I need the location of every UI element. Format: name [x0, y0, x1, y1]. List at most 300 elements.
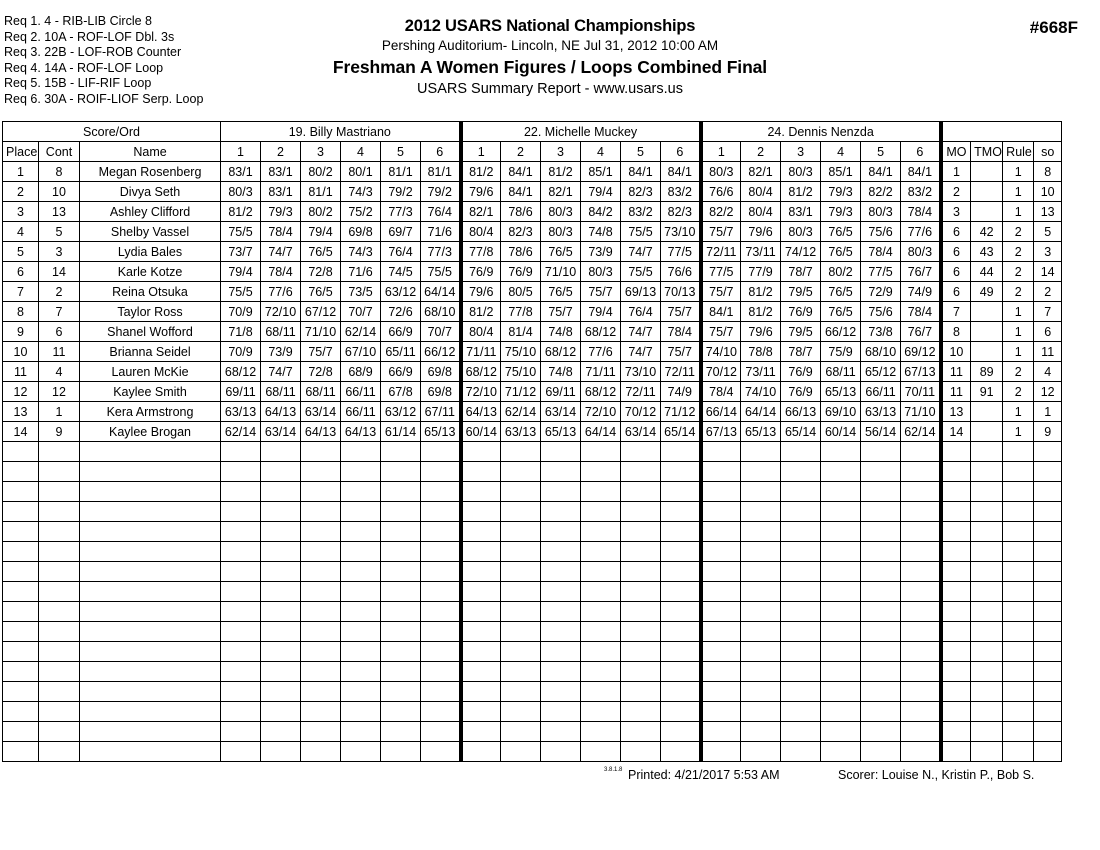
cell-score-j2-2: 75/10: [501, 342, 541, 362]
cell-cont: 13: [39, 202, 80, 222]
cell-tmo: 42: [971, 222, 1003, 242]
cell-skater-name: Divya Seth: [80, 182, 221, 202]
empty-cell: [381, 642, 421, 662]
cell-score-j1-3: 72/8: [301, 262, 341, 282]
cell-score-j2-2: 71/12: [501, 382, 541, 402]
cell-score-j3-4: 76/5: [821, 282, 861, 302]
cell-mo: 6: [941, 222, 971, 242]
cell-tmo: [971, 182, 1003, 202]
cell-score-j3-2: 79/6: [741, 222, 781, 242]
empty-table-row[interactable]: [3, 642, 1062, 662]
cell-place: 2: [3, 182, 39, 202]
cell-score-j2-3: 76/5: [541, 282, 581, 302]
empty-cell: [741, 462, 781, 482]
empty-cell: [39, 462, 80, 482]
cell-score-j1-6: 66/12: [421, 342, 461, 362]
empty-cell: [221, 502, 261, 522]
empty-cell: [701, 662, 741, 682]
empty-cell: [301, 462, 341, 482]
cell-rule: 2: [1003, 262, 1034, 282]
empty-cell: [821, 502, 861, 522]
table-row[interactable]: [3, 202, 1062, 222]
table-row[interactable]: [3, 162, 1062, 182]
empty-cell: [701, 482, 741, 502]
cell-score-j2-3: 65/13: [541, 422, 581, 442]
empty-cell: [341, 682, 381, 702]
empty-cell: [461, 742, 501, 762]
empty-cell: [941, 442, 971, 462]
empty-cell: [3, 722, 39, 742]
empty-cell: [741, 502, 781, 522]
empty-cell: [941, 562, 971, 582]
empty-cell: [621, 442, 661, 462]
empty-cell: [341, 602, 381, 622]
cell-so: 8: [1034, 162, 1062, 182]
cell-score-j1-4: 69/8: [341, 222, 381, 242]
cell-score-j3-3: 81/2: [781, 182, 821, 202]
empty-cell: [501, 702, 541, 722]
empty-cell: [941, 582, 971, 602]
empty-cell: [861, 742, 901, 762]
cell-score-j2-5: 82/3: [621, 182, 661, 202]
empty-cell: [621, 542, 661, 562]
cell-score-j3-3: 78/7: [781, 342, 821, 362]
cell-score-j3-1: 74/10: [701, 342, 741, 362]
empty-cell: [581, 462, 621, 482]
empty-cell: [3, 522, 39, 542]
empty-cell: [1003, 502, 1034, 522]
cell-skater-name: Reina Otsuka: [80, 282, 221, 302]
empty-cell: [581, 602, 621, 622]
cell-place: 7: [3, 282, 39, 302]
empty-cell: [821, 562, 861, 582]
empty-cell: [621, 622, 661, 642]
cell-score-j3-6: 69/12: [901, 342, 941, 362]
cell-cont: 7: [39, 302, 80, 322]
cell-score-j1-1: 69/11: [221, 382, 261, 402]
empty-cell: [1034, 502, 1062, 522]
empty-cell: [80, 482, 221, 502]
cell-score-j2-2: 82/3: [501, 222, 541, 242]
empty-table-row[interactable]: [3, 482, 1062, 502]
cell-score-j1-1: 70/9: [221, 342, 261, 362]
empty-cell: [581, 562, 621, 582]
competition-venue: Pershing Auditorium- Lincoln, NE Jul 31, 2012 10:00 AM: [381, 38, 719, 53]
cell-score-j2-1: 64/13: [461, 402, 501, 422]
empty-cell: [581, 742, 621, 762]
cell-score-j2-4: 77/6: [581, 342, 621, 362]
cell-score-j1-4: 70/7: [341, 302, 381, 322]
empty-cell: [701, 502, 741, 522]
cell-score-j1-1: 62/14: [221, 422, 261, 442]
cell-score-j2-5: 69/13: [621, 282, 661, 302]
cell-score-j2-6: 83/2: [661, 182, 701, 202]
cell-score-j1-3: 72/8: [301, 362, 341, 382]
cell-score-j3-4: 69/10: [821, 402, 861, 422]
printed-timestamp: Printed: 4/21/2017 5:53 AM: [628, 768, 780, 782]
empty-table-row[interactable]: [3, 542, 1062, 562]
cell-score-j2-5: 74/7: [621, 322, 661, 342]
cell-score-j2-1: 80/4: [461, 222, 501, 242]
empty-cell: [381, 622, 421, 642]
table-row[interactable]: [3, 182, 1062, 202]
empty-cell: [941, 682, 971, 702]
cell-tmo: 44: [971, 262, 1003, 282]
empty-cell: [261, 682, 301, 702]
cell-score-j2-6: 77/5: [661, 242, 701, 262]
cell-score-j2-6: 74/9: [661, 382, 701, 402]
cell-score-j2-3: 71/10: [541, 262, 581, 282]
empty-cell: [501, 502, 541, 522]
cell-score-j2-4: 71/11: [581, 362, 621, 382]
empty-cell: [421, 482, 461, 502]
empty-cell: [221, 542, 261, 562]
empty-cell: [381, 742, 421, 762]
empty-cell: [221, 702, 261, 722]
empty-cell: [661, 682, 701, 702]
cell-so: 1: [1034, 402, 1062, 422]
empty-cell: [421, 582, 461, 602]
cell-rule: 2: [1003, 282, 1034, 302]
empty-cell: [621, 502, 661, 522]
cell-so: 5: [1034, 222, 1062, 242]
empty-table-row[interactable]: [3, 502, 1062, 522]
cell-score-j2-5: 74/7: [621, 342, 661, 362]
empty-cell: [1003, 442, 1034, 462]
empty-cell: [541, 522, 581, 542]
empty-cell: [80, 622, 221, 642]
empty-cell: [741, 522, 781, 542]
empty-cell: [541, 622, 581, 642]
cell-score-j2-3: 75/7: [541, 302, 581, 322]
empty-table-row[interactable]: [3, 662, 1062, 682]
empty-table-row[interactable]: [3, 442, 1062, 462]
event-number-badge: #668F: [1029, 18, 1078, 37]
empty-cell: [501, 722, 541, 742]
cell-score-j3-1: 80/3: [701, 162, 741, 182]
empty-cell: [221, 622, 261, 642]
summary-header-spacer: [941, 122, 1062, 142]
empty-cell: [741, 442, 781, 462]
empty-cell: [821, 462, 861, 482]
empty-cell: [301, 502, 341, 522]
cell-score-j2-1: 76/9: [461, 262, 501, 282]
cell-mo: 6: [941, 242, 971, 262]
cell-score-j2-5: 84/1: [621, 162, 661, 182]
cell-score-j3-4: 85/1: [821, 162, 861, 182]
empty-cell: [341, 622, 381, 642]
cell-score-j1-2: 77/6: [261, 282, 301, 302]
cell-mo: 6: [941, 282, 971, 302]
table-row[interactable]: [3, 322, 1062, 342]
empty-cell: [621, 662, 661, 682]
cell-skater-name: Kaylee Smith: [80, 382, 221, 402]
empty-cell: [80, 442, 221, 462]
cell-score-j3-1: 84/1: [701, 302, 741, 322]
empty-cell: [341, 482, 381, 502]
table-row[interactable]: [3, 402, 1062, 422]
empty-cell: [971, 542, 1003, 562]
empty-cell: [341, 442, 381, 462]
empty-cell: [1034, 442, 1062, 462]
table-row[interactable]: [3, 362, 1062, 382]
cell-skater-name: Megan Rosenberg: [80, 162, 221, 182]
empty-cell: [501, 582, 541, 602]
cell-score-j3-6: 67/13: [901, 362, 941, 382]
cell-score-j3-5: 73/8: [861, 322, 901, 342]
requirement-line: Req 5. 15B - LIF-RIF Loop: [4, 76, 152, 91]
cell-skater-name: Lauren McKie: [80, 362, 221, 382]
cell-mo: 11: [941, 362, 971, 382]
empty-cell: [971, 442, 1003, 462]
cell-mo: 3: [941, 202, 971, 222]
empty-cell: [701, 562, 741, 582]
empty-cell: [541, 562, 581, 582]
empty-cell: [3, 562, 39, 582]
cell-score-j3-5: 82/2: [861, 182, 901, 202]
cell-score-j1-3: 80/2: [301, 162, 341, 182]
table-row[interactable]: [3, 242, 1062, 262]
column-header-place: Place: [3, 142, 39, 162]
empty-table-row[interactable]: [3, 462, 1062, 482]
empty-cell: [1003, 722, 1034, 742]
cell-score-j3-3: 65/14: [781, 422, 821, 442]
cell-score-j2-2: 81/4: [501, 322, 541, 342]
cell-score-j2-2: 78/6: [501, 242, 541, 262]
cell-tmo: 49: [971, 282, 1003, 302]
cell-score-j2-3: 82/1: [541, 182, 581, 202]
empty-cell: [501, 482, 541, 502]
cell-score-j3-6: 78/4: [901, 302, 941, 322]
cell-score-j1-4: 71/6: [341, 262, 381, 282]
empty-cell: [661, 502, 701, 522]
empty-cell: [461, 622, 501, 642]
empty-cell: [701, 462, 741, 482]
column-header-name: Name: [80, 142, 221, 162]
empty-cell: [741, 622, 781, 642]
score-ord-label: Score/Ord: [3, 122, 221, 142]
requirement-line: Req 3. 22B - LOF-ROB Counter: [4, 45, 182, 60]
empty-cell: [39, 682, 80, 702]
empty-cell: [1034, 622, 1062, 642]
empty-table-row[interactable]: [3, 562, 1062, 582]
empty-cell: [971, 702, 1003, 722]
empty-cell: [461, 522, 501, 542]
judge-header-2: 22. Michelle Muckey: [461, 122, 701, 142]
empty-table-row[interactable]: [3, 682, 1062, 702]
cell-score-j3-2: 82/1: [741, 162, 781, 182]
empty-cell: [3, 702, 39, 722]
cell-skater-name: Kera Armstrong: [80, 402, 221, 422]
empty-table-row[interactable]: [3, 622, 1062, 642]
empty-cell: [381, 522, 421, 542]
cell-score-j2-6: 65/14: [661, 422, 701, 442]
cell-score-j2-2: 77/8: [501, 302, 541, 322]
empty-table-row[interactable]: [3, 742, 1062, 762]
requirement-line: Req 2. 10A - ROF-LOF Dbl. 3s: [4, 29, 175, 44]
empty-cell: [581, 582, 621, 602]
empty-cell: [781, 722, 821, 742]
empty-cell: [781, 542, 821, 562]
empty-cell: [301, 622, 341, 642]
empty-cell: [341, 582, 381, 602]
empty-cell: [971, 722, 1003, 742]
empty-cell: [901, 562, 941, 582]
empty-cell: [261, 742, 301, 762]
empty-cell: [621, 722, 661, 742]
empty-cell: [821, 702, 861, 722]
cell-score-j2-3: 68/12: [541, 342, 581, 362]
cell-score-j2-2: 62/14: [501, 402, 541, 422]
column-header-figure-j1-4: 4: [341, 142, 381, 162]
table-row[interactable]: [3, 302, 1062, 322]
cell-rule: 2: [1003, 362, 1034, 382]
empty-cell: [421, 722, 461, 742]
empty-cell: [261, 702, 301, 722]
empty-cell: [261, 462, 301, 482]
cell-score-j1-3: 67/12: [301, 302, 341, 322]
table-row[interactable]: [3, 282, 1062, 302]
empty-cell: [80, 522, 221, 542]
empty-cell: [3, 602, 39, 622]
empty-table-row[interactable]: [3, 702, 1062, 722]
empty-cell: [941, 502, 971, 522]
event-name: Freshman A Women Figures / Loops Combined Final: [332, 57, 768, 77]
table-row[interactable]: [3, 382, 1062, 402]
empty-cell: [661, 702, 701, 722]
cell-score-j1-2: 63/14: [261, 422, 301, 442]
cell-score-j2-5: 75/5: [621, 222, 661, 242]
cell-cont: 14: [39, 262, 80, 282]
empty-cell: [901, 542, 941, 562]
results-table: [2, 121, 1062, 762]
competition-title: 2012 USARS National Championships: [404, 17, 696, 35]
empty-cell: [501, 742, 541, 762]
empty-cell: [861, 462, 901, 482]
empty-cell: [3, 542, 39, 562]
cell-mo: 11: [941, 382, 971, 402]
cell-score-j3-6: 76/7: [901, 322, 941, 342]
empty-cell: [1034, 482, 1062, 502]
cell-score-j3-4: 76/5: [821, 242, 861, 262]
cell-score-j2-5: 63/14: [621, 422, 661, 442]
cell-score-j1-3: 64/13: [301, 422, 341, 442]
cell-so: 2: [1034, 282, 1062, 302]
empty-cell: [821, 542, 861, 562]
cell-mo: 2: [941, 182, 971, 202]
empty-cell: [901, 622, 941, 642]
empty-cell: [421, 682, 461, 702]
cell-skater-name: Shelby Vassel: [80, 222, 221, 242]
cell-score-j2-6: 71/12: [661, 402, 701, 422]
cell-so: 14: [1034, 262, 1062, 282]
empty-table-row[interactable]: [3, 522, 1062, 542]
empty-cell: [861, 702, 901, 722]
empty-cell: [741, 682, 781, 702]
empty-cell: [341, 642, 381, 662]
empty-cell: [80, 642, 221, 662]
table-row[interactable]: [3, 222, 1062, 242]
empty-cell: [39, 642, 80, 662]
cell-score-j3-3: 76/9: [781, 362, 821, 382]
cell-place: 10: [3, 342, 39, 362]
column-header-rule: Rule: [1003, 142, 1034, 162]
empty-cell: [621, 642, 661, 662]
empty-cell: [39, 722, 80, 742]
empty-cell: [541, 482, 581, 502]
cell-mo: 8: [941, 322, 971, 342]
empty-cell: [261, 642, 301, 662]
empty-cell: [581, 702, 621, 722]
cell-score-j2-4: 84/2: [581, 202, 621, 222]
empty-cell: [39, 662, 80, 682]
empty-table-row[interactable]: [3, 722, 1062, 742]
cell-score-j3-4: 68/11: [821, 362, 861, 382]
cell-rule: 1: [1003, 322, 1034, 342]
cell-score-j3-6: 84/1: [901, 162, 941, 182]
cell-score-j2-1: 79/6: [461, 182, 501, 202]
empty-cell: [781, 482, 821, 502]
empty-cell: [461, 502, 501, 522]
empty-table-row[interactable]: [3, 582, 1062, 602]
empty-table-row[interactable]: [3, 602, 1062, 622]
empty-cell: [301, 562, 341, 582]
table-row[interactable]: [3, 422, 1062, 442]
cell-skater-name: Ashley Clifford: [80, 202, 221, 222]
column-header-figure-j1-6: 6: [421, 142, 461, 162]
cell-score-j3-2: 73/11: [741, 362, 781, 382]
empty-cell: [821, 722, 861, 742]
empty-cell: [741, 662, 781, 682]
cell-place: 1: [3, 162, 39, 182]
column-header-figure-j3-5: 5: [861, 142, 901, 162]
empty-cell: [421, 442, 461, 462]
table-row[interactable]: [3, 262, 1062, 282]
cell-score-j3-1: 78/4: [701, 382, 741, 402]
empty-cell: [381, 442, 421, 462]
column-header-figure-j1-5: 5: [381, 142, 421, 162]
cell-score-j3-4: 80/2: [821, 262, 861, 282]
empty-cell: [621, 742, 661, 762]
cell-score-j1-3: 76/5: [301, 242, 341, 262]
cell-skater-name: Brianna Seidel: [80, 342, 221, 362]
empty-cell: [461, 662, 501, 682]
empty-cell: [821, 602, 861, 622]
cell-score-j2-6: 82/3: [661, 202, 701, 222]
cell-score-j1-6: 81/1: [421, 162, 461, 182]
empty-cell: [3, 642, 39, 662]
empty-cell: [861, 522, 901, 542]
column-header-cont: Cont: [39, 142, 80, 162]
empty-cell: [861, 562, 901, 582]
table-row[interactable]: [3, 342, 1062, 362]
empty-cell: [861, 542, 901, 562]
empty-cell: [3, 482, 39, 502]
empty-cell: [3, 622, 39, 642]
cell-score-j1-5: 79/2: [381, 182, 421, 202]
cell-score-j1-4: 62/14: [341, 322, 381, 342]
cell-score-j1-3: 76/5: [301, 282, 341, 302]
cell-score-j1-5: 65/11: [381, 342, 421, 362]
column-header-figure-j3-3: 3: [781, 142, 821, 162]
column-header-figure-j1-2: 2: [261, 142, 301, 162]
empty-cell: [461, 682, 501, 702]
empty-cell: [861, 582, 901, 602]
empty-cell: [80, 722, 221, 742]
empty-cell: [421, 602, 461, 622]
cell-score-j1-2: 83/1: [261, 162, 301, 182]
empty-cell: [861, 602, 901, 622]
